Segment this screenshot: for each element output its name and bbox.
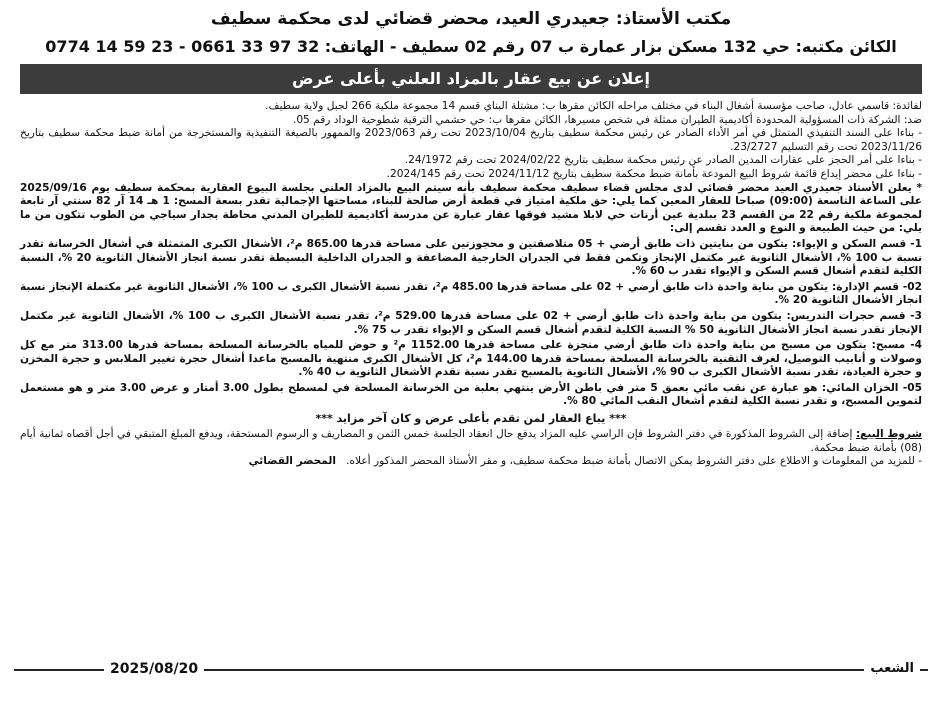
body-line: ضد: الشركة ذات المسؤولية المحدودة أكاديمية الطيران ممثلة في شخص مسيرها، الكائن مقرها ب: حي حشمي الترقية شطوحية الوداد رقم 05.	[292, 113, 922, 126]
publication-date: 2025/08/20	[104, 658, 204, 680]
body-line: - بناءا على أمر الحجز على عقارات المدين الصادر عن رئيس محكمة سطيف بتاريخ 2024/02/22 تحت رقم 24/1972.	[404, 154, 922, 167]
sale-conditions-text: إضافة إلى الشروط المذكورة في دفتر الشروط فإن الراسي عليه المزاد يدفع حال انعقاد الجلسة خمس الثمن و المصاريف و الرسوم المستحقة، ويدفع المبلغ المتبقي في أجل أقصاه ثمانية أيام (08) بأمانة ضبط محكمة.	[20, 428, 922, 454]
closing-statement: *** يباع العقار لمن تقدم بأعلى عرض و كان آخر مزايد ***	[315, 412, 627, 426]
section-housing: 1- قسم السكن و الإيواء: يتكون من بنايتين ذات طابق أرضي + 05 متلاصقتين و محجوزتين على مساحة قدرها 865.00 م²، الأشغال الكبرى المتمثلة في أشغال الخرسانة تقدر نسبة ب 100 %، الأشغال الثانوية غير مكتمل الإنجاز وتكمن فقط في الجدران الخارجية المضاعفة و الجدران الداخلية البسيطة تقدر نسبة انجاز الأشغال الثانوية 20 %، النسبة الكلية لتقدم أشغال قسم السكن و الإيواء تقدر ب 60 %.	[20, 237, 923, 278]
sale-conditions	[20, 428, 922, 455]
more-info-text: - للمزيد من المعلومات و الاطلاع على دفتر الشروط يمكن الاتصال بأمانة ضبط محكمة سطيف، و مقر الأستاذ المحضر المذكور أعلاه.	[346, 455, 922, 468]
body-line: لفائدة: قاسمي عادل، صاحب مؤسسة أشغال البناء في مختلف مراحله الكائن مقرها ب: مشتلة البناي قسم 14 مجموعة ملكية 266 لجبل ولاية سطيف.	[265, 100, 922, 112]
notice-body	[20, 100, 922, 469]
sale-conditions-label: شروط البيع:	[855, 428, 923, 441]
notice-title-banner: إعلان عن بيع عقار بالمزاد العلني بأعلى عرض	[20, 64, 922, 94]
newspaper-footer	[14, 658, 928, 680]
body-line: - بناءا على السند التنفيذي المتمثل في أمر الأداء الصادر عن رئيس محكمة سطيف بتاريخ 2023/10/04 تحت رقم 2023/063 والممهور بالصيغة التنفيذية والمستخرجة من أمانة ضبط محكمة سطيف بتاريخ 2023/11/26 تحت رقم التسليم 23/2727.	[20, 127, 922, 153]
office-name: مكتب الأستاذ: جعيدري العيد، محضر قضائي لدى محكمة سطيف	[210, 9, 732, 29]
more-info-line	[20, 455, 922, 469]
body-line: - بناءا على محضر إيداع قائمة شروط البيع المودعة بأمانة ضبط محكمة سطيف بتاريخ 2024/11/12 تحت رقم 2024/145.	[386, 167, 922, 180]
section-pool: 4- مسبح: يتكون من مسبح من بناية واحدة ذات طابق أرضي منجزة على مساحة قدرها 1152.00 م² و حوض للمياه بالخرسانة المسلحة بمساحة قدرها 313.00 متر مع كل وصولات و أنابيب التوصيل، لغرف التقنية بالخرسانة المسلحة بمساحة قدرها 144.00 م²، كل الأشغال الكبرى منتهية بالمسبح ماعدا أشغال حجرة تغيير الملابس و حجرة المخزن و حجرة العيادة، تقدر نسبة الأشغال الكبرى ب 90 %، الأشغال الثانوية بالمسبح تقدر نسبة تقدم الأشغال الثانوية ب 40 %.	[20, 339, 923, 379]
signature: المحضر القضائي	[248, 455, 336, 468]
section-administration: 02- قسم الإدارة: يتكون من بناية واحدة ذات طابق أرضي + 02 على مساحة قدرها 485.00 م²، تقدر نسبة الأشغال الكبرى ب 100 %، الأشغال الثانوية غير مكتملة الإنجاز نسبة انجاز الأشغال الثانوية 20 %.	[20, 280, 923, 307]
section-water-tank: 05- الخزان المائي: هو عبارة عن نقب مائي بعمق 5 متر في باطن الأرض ينتهي بعلبة من الخرسانة المسلحة في لمسطح بطول 3.00 أمتار و عرض 3.00 متر و هو مستعمل لتموين المسبح، و تقدر نسبة الكلية لتقدم أشغال النقب المائي 80 %.	[20, 381, 922, 408]
newspaper-name: الشعب	[864, 658, 920, 680]
auction-announcement: * يعلن الأستاذ جعيدري العيد محضر قضائي لدى مجلس قضاء سطيف محكمة سطيف بأنه سيتم البيع بالمزاد العلني بجلسة البيوع العقارية بمحكمة سطيف يوم 2025/09/16 على الساعة التاسعة (09:00) صباحا للعقار المعين كما يلي: حق ملكية امتياز في قطعة أرض صالحة للبناء، مساحتها الإجمالية تقدر بسعة المسح: 1 هـ 14 آر 82 سنتي آر تابعة لمجموعة ملكية رقم 22 من القسم 23 ببلدية عين أرنات حي لابلا مشيد فوقها عقار عبارة عن مدرسة أكاديمية للطيران المدني محاطة بجدار سياجي من الطوب تتكون من ما يلي: من حيث الطبيعة و النوع و العدد تقسم إلى:	[20, 181, 922, 235]
office-address: الكائن مكتبه: حي 132 مسكن بزار عمارة ب 07 رقم 02 سطيف - الهاتف: 32 97 33 0661 - 23 59 14 0774	[45, 37, 897, 56]
section-classrooms: 3- قسم حجرات التدريس: يتكون من بناية واحدة ذات طابق أرضي + 02 على مساحة قدرها 529.00 م²، تقدر نسبة الأشغال الكبرى ب 100 %، الأشغال الثانوية غير مكتمل الإنجاز تقدر نسبة انجاز الأشغال الثانوية 50 % النسبة الكلية لتقدم أشغال قسم السكن و الإيواء تقدر ب 75 %.	[20, 309, 923, 336]
